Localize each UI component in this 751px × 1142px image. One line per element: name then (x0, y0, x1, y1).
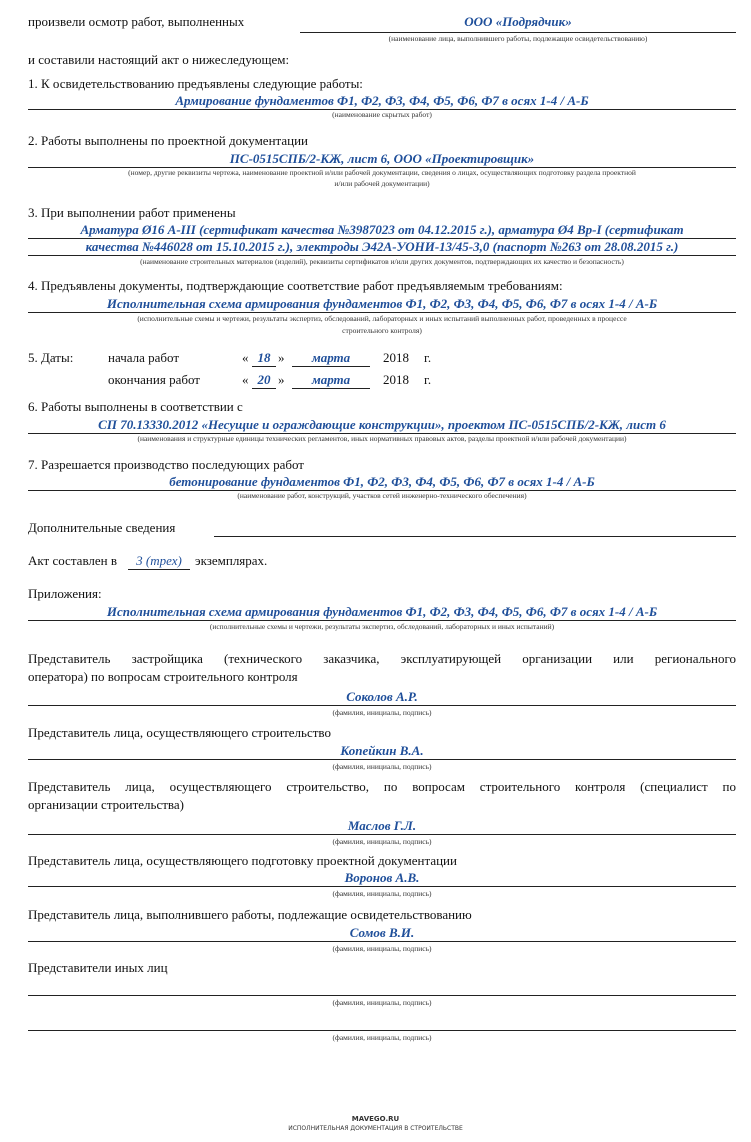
end-day-value: 20 (257, 372, 271, 387)
others-rep-caption-1: (фамилия, инициалы, подпись) (332, 998, 432, 1007)
end-date-label: окончания работ (108, 372, 200, 387)
section-7-label: 7. Разрешается производство последующих работ (28, 457, 304, 472)
section-2-caption-line1: (номер, другие реквизиты чертежа, наименование проектной и/или рабочей документации, сведения о лицах, осуществляющих подготовку раздела проектной (128, 168, 636, 177)
start-day-underline (252, 366, 276, 367)
designer-rep-name: Воронов А.В. (344, 870, 420, 885)
section-2-caption-line2: и/или рабочей документации) (334, 179, 430, 188)
section-3-caption: (наименование строительных материалов (изделий), реквизиты сертификатов и/или других документов, подтверждающих их качество и безопасность) (140, 257, 624, 266)
builder-control-caption: (фамилия, инициалы, подпись) (332, 837, 432, 846)
contractor-value: ООО «Подрядчик» (464, 14, 572, 29)
section-3-underline-2 (28, 255, 736, 256)
section-6-label: 6. Работы выполнены в соответствии с (28, 399, 243, 414)
start-date-label: начала работ (108, 350, 180, 365)
section-4-underline (28, 312, 736, 313)
performer-rep-caption: (фамилия, инициалы, подпись) (332, 944, 432, 953)
copies-suffix: экземплярах. (195, 553, 268, 568)
others-rep-label: Представители иных лиц (28, 960, 168, 975)
customer-rep-underline (28, 705, 736, 706)
builder-rep-underline (28, 759, 736, 760)
start-quote-close: » (278, 350, 285, 365)
end-month-value: марта (311, 372, 351, 387)
end-month-underline (292, 388, 370, 389)
section-4-label: 4. Предъявлены документы, подтверждающие соответствие работ предъявляемым требованиям: (28, 278, 563, 293)
end-day-underline (252, 388, 276, 389)
customer-rep-label-line1: Представитель застройщика (технического заказчика, эксплуатирующей организации или регионального (28, 651, 736, 666)
builder-rep-label: Представитель лица, осуществляющего строительство (28, 725, 331, 740)
intro-text: произвели осмотр работ, выполненных (28, 14, 245, 29)
section-3-value-line1: Арматура Ø16 А-III (сертификат качества №3987023 от 04.12.2015 г.), арматура Ø4 Вр-I (сертификат (80, 222, 684, 237)
builder-control-name: Маслов Г.Л. (347, 818, 417, 833)
customer-rep-name: Соколов А.Р. (346, 689, 418, 704)
section-1-value: Армирование фундаментов Ф1, Ф2, Ф3, Ф4, Ф5, Ф6, Ф7 в осях 1-4 / А-Б (175, 93, 589, 108)
start-month-underline (292, 366, 370, 367)
start-day-value: 18 (257, 350, 271, 365)
others-rep-caption-2: (фамилия, инициалы, подпись) (332, 1033, 432, 1042)
start-quote-open: « (242, 350, 249, 365)
end-year-suffix: г. (424, 372, 432, 387)
builder-rep-caption: (фамилия, инициалы, подпись) (332, 762, 432, 771)
attachments-value: Исполнительная схема армирования фундаментов Ф1, Ф2, Ф3, Ф4, Ф5, Ф6, Ф7 в осях 1-4 / А-Б (106, 604, 658, 619)
section-2-value: ПС-0515СПБ/2-КЖ, лист 6, ООО «Проектировщик» (229, 151, 535, 166)
footer-tagline: ИСПОЛНИТЕЛЬНАЯ ДОКУМЕНТАЦИЯ В СТРОИТЕЛЬСТВЕ (288, 1125, 463, 1132)
section-1-caption: (наименование скрытых работ) (332, 110, 432, 119)
attachments-label: Приложения: (28, 586, 102, 601)
section-1-label: 1. К освидетельствованию предъявлены следующие работы: (28, 76, 363, 91)
performer-rep-label: Представитель лица, выполнившего работы, подлежащие освидетельствованию (28, 907, 472, 922)
start-month-value: марта (311, 350, 351, 365)
customer-rep-caption: (фамилия, инициалы, подпись) (332, 708, 432, 717)
compiled-text: и составили настоящий акт о нижеследующем: (28, 52, 290, 67)
builder-control-underline (28, 834, 736, 835)
attachments-caption: (исполнительные схемы и чертежи, результаты экспертиз, обследований, лабораторных и иных испытаний) (209, 622, 555, 631)
additional-info-underline (214, 536, 736, 537)
customer-rep-label-line2: оператора) по вопросам строительного контроля (28, 669, 298, 684)
contractor-caption: (наименование лица, выполнившего работы, подлежащие освидетельствованию) (388, 34, 648, 43)
additional-info-label: Дополнительные сведения (28, 520, 176, 535)
section-2-label: 2. Работы выполнены по проектной документации (28, 133, 309, 148)
section-3-label: 3. При выполнении работ применены (28, 205, 236, 220)
section-3-value-line2: качества №446028 от 15.10.2015 г.), электроды Э42А-УОНИ-13/45-3,0 (паспорт №263 от 28.08.2015 г.) (85, 239, 679, 254)
attachments-underline (28, 620, 736, 621)
builder-rep-name: Копейкин В.А. (340, 743, 424, 758)
copies-prefix: Акт составлен в (28, 553, 118, 568)
builder-control-label-line2: организации строительства) (28, 797, 184, 812)
footer-site: MAVEGO.RU (351, 1115, 400, 1123)
section-4-caption-line1: (исполнительные схемы и чертежи, результаты экспертиз, обследований, лабораторных и иных испытаний выполненных работ, проведенных в процессе (137, 314, 627, 323)
others-rep-underline-1 (28, 995, 736, 996)
designer-rep-caption: (фамилия, инициалы, подпись) (332, 889, 432, 898)
start-year: 2018 (383, 350, 409, 365)
section-7-caption: (наименование работ, конструкций, участков сетей инженерно-технического обеспечения) (237, 491, 527, 500)
designer-rep-label: Представитель лица, осуществляющего подготовку проектной документации (28, 853, 457, 868)
section-5-label: 5. Даты: (28, 350, 74, 365)
contractor-underline (300, 32, 736, 33)
others-rep-underline-2 (28, 1030, 736, 1031)
copies-underline (128, 569, 190, 570)
end-quote-close: » (278, 372, 285, 387)
end-quote-open: « (242, 372, 249, 387)
builder-control-label-line1: Представитель лица, осуществляющего строительство, по вопросам строительного контроля (специалист по (28, 779, 736, 794)
end-year: 2018 (383, 372, 409, 387)
copies-value: 3 (трех) (136, 553, 182, 568)
performer-rep-underline (28, 941, 736, 942)
designer-rep-underline (28, 886, 736, 887)
performer-rep-name: Сомов В.И. (349, 925, 415, 940)
section-4-caption-line2: строительного контроля) (342, 326, 422, 335)
section-6-caption: (наименования и структурные единицы технических регламентов, иных нормативных правовых актов, разделы проектной и/или рабочей документации) (137, 434, 627, 443)
section-7-value: бетонирование фундаментов Ф1, Ф2, Ф3, Ф4, Ф5, Ф6, Ф7 в осях 1-4 / А-Б (169, 474, 595, 489)
section-4-value: Исполнительная схема армирования фундаментов Ф1, Ф2, Ф3, Ф4, Ф5, Ф6, Ф7 в осях 1-4 / А-Б (106, 296, 658, 311)
start-year-suffix: г. (424, 350, 432, 365)
section-6-value: СП 70.13330.2012 «Несущие и ограждающие конструкции», проектом ПС-0515СПБ/2-КЖ, лист 6 (98, 417, 666, 432)
